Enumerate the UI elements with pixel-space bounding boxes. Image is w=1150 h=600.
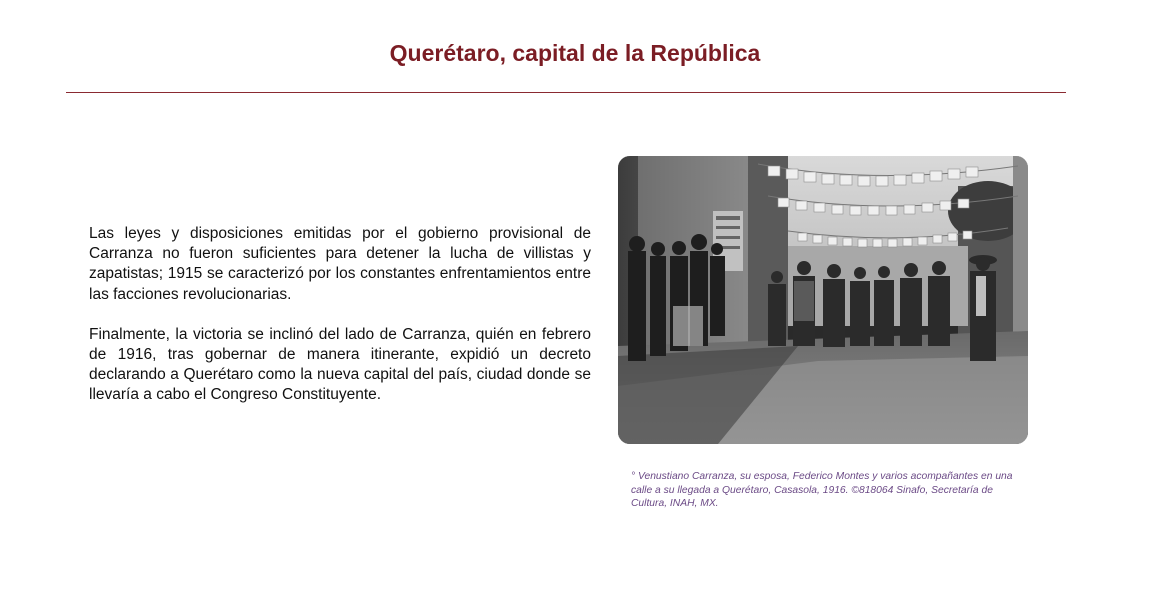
article-body [89, 224, 591, 426]
page-title: Querétaro, capital de la República [389, 40, 761, 66]
photo-caption: ° Venustiano Carranza, su esposa, Federico Montes y varios acompañantes en una calle a su llegada a Querétaro, Casasola, 1916. ©818064 Sinafo, Secretaría de Cultura, INAH, MX. [631, 471, 1013, 509]
paragraph-2: Finalmente, la victoria se inclinó del lado de Carranza, quién en febrero de 1916, tras gobernar de manera itinerante, expidió un decreto declarando a Querétaro como la nueva capital del país, ciudad donde se llevaría a cabo el Congreso Constituyente. [89, 325, 591, 404]
paragraph-1: Las leyes y disposiciones emitidas por el gobierno provisional de Carranza no fueron suficientes para detener la lucha de villistas y zapatistas; 1915 se caracterizó por los constantes enfrentamientos entre las facciones revolucionarias. [89, 225, 591, 303]
historical-photo [618, 156, 1028, 444]
title-divider [66, 92, 1066, 93]
